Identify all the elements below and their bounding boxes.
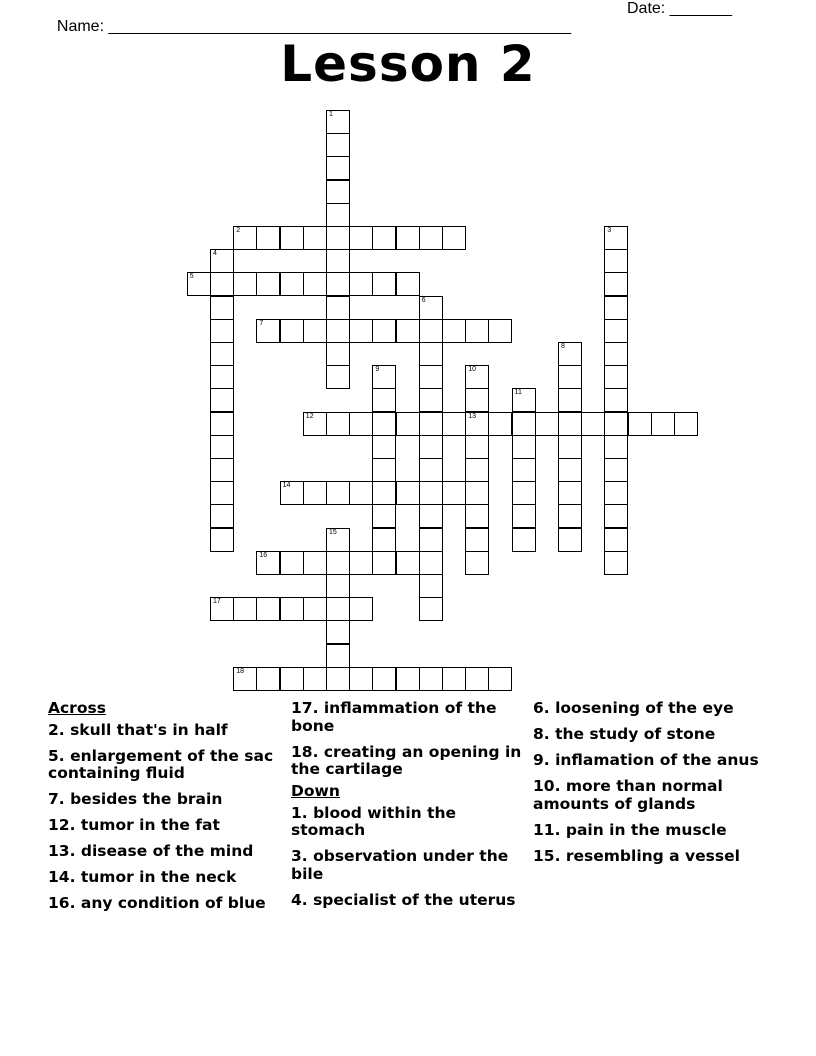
grid-cell[interactable] (396, 551, 420, 575)
grid-cell[interactable] (396, 272, 420, 296)
down-clue (533, 822, 763, 840)
grid-cell[interactable] (651, 412, 675, 436)
clue-number: 18 (236, 667, 244, 675)
grid-cell[interactable] (465, 365, 489, 389)
grid-cell[interactable] (604, 365, 628, 389)
grid-cell[interactable] (210, 296, 234, 320)
page-title: Lesson 2 (280, 35, 536, 93)
grid-cell[interactable] (604, 551, 628, 575)
across-clue (48, 817, 278, 835)
across-clue (48, 843, 278, 861)
clue-number-label: 7. (48, 790, 65, 808)
grid-cell[interactable] (280, 226, 304, 250)
clue-number-label: 9. (533, 751, 550, 769)
clue-number: 15 (329, 528, 337, 536)
grid-cell[interactable] (256, 597, 280, 621)
grid-cell[interactable] (558, 412, 582, 436)
grid-cell[interactable] (233, 272, 257, 296)
grid-cell[interactable] (558, 504, 582, 528)
name-label: Name: ____________________________________________________ (56, 18, 572, 35)
clue-number-label: 6. (533, 699, 550, 717)
grid-cell[interactable] (419, 435, 443, 459)
across-clue (48, 791, 278, 809)
grid-cell[interactable] (512, 435, 536, 459)
grid-cell[interactable] (326, 180, 350, 204)
clues-column-3 (533, 700, 763, 874)
clue-number-label: 8. (533, 725, 550, 743)
clue-number-label: 12. (48, 816, 76, 834)
grid-cell[interactable] (326, 133, 350, 157)
clue-text: pain in the muscle (560, 820, 727, 839)
grid-cell[interactable] (604, 435, 628, 459)
grid-cell[interactable] (465, 388, 489, 412)
across-clue (48, 722, 278, 740)
clue-text: tumor in the fat (75, 816, 220, 834)
grid-cell[interactable] (210, 481, 234, 505)
clue-number-label: 1. (291, 803, 308, 822)
grid-cell[interactable] (187, 272, 211, 296)
grid-cell[interactable] (396, 667, 420, 691)
grid-cell[interactable] (210, 319, 234, 343)
grid-cell[interactable] (326, 203, 350, 227)
grid-cell[interactable] (349, 481, 373, 505)
grid-cell[interactable] (326, 528, 350, 552)
grid-cell[interactable] (488, 319, 512, 343)
clue-number: 1 (329, 111, 333, 118)
grid-cell[interactable] (349, 272, 373, 296)
grid-cell[interactable] (372, 365, 396, 389)
grid-cell[interactable] (280, 597, 304, 621)
grid-cell[interactable] (372, 481, 396, 505)
across-clue (48, 748, 278, 783)
grid-cell[interactable] (233, 597, 257, 621)
grid-cell[interactable] (326, 597, 350, 621)
clue-number-label: 11. (533, 820, 561, 839)
grid-cell[interactable] (419, 551, 443, 575)
clue-text: inflamation of the anus (549, 751, 759, 769)
grid-cell[interactable] (512, 458, 536, 482)
grid-cell[interactable] (256, 319, 280, 343)
grid-cell[interactable] (303, 226, 327, 250)
across-clue (291, 744, 526, 779)
clue-number-label: 2. (48, 720, 65, 739)
grid-cell[interactable] (465, 319, 489, 343)
grid-cell[interactable] (604, 504, 628, 528)
clue-text: inflammation of the bone (291, 699, 497, 735)
clue-number-label: 18. (291, 742, 319, 761)
grid-cell[interactable] (558, 528, 582, 552)
grid-cell[interactable] (396, 412, 420, 436)
grid-cell[interactable] (419, 504, 443, 528)
grid-cell[interactable] (465, 551, 489, 575)
clue-text: creating an opening in the cartilage (291, 742, 522, 778)
grid-cell[interactable] (419, 388, 443, 412)
grid-cell[interactable] (303, 412, 327, 436)
grid-cell[interactable] (604, 388, 628, 412)
grid-cell[interactable] (372, 435, 396, 459)
grid-cell[interactable] (674, 412, 698, 436)
grid-cell[interactable] (581, 412, 605, 436)
grid-cell[interactable] (604, 272, 628, 296)
grid-cell[interactable] (465, 528, 489, 552)
clue-number-label: 17. (291, 699, 319, 717)
clue-number: 10 (468, 366, 476, 374)
grid-cell[interactable] (280, 319, 304, 343)
clues-column-2 (291, 700, 526, 918)
clue-text: any condition of blue (75, 894, 266, 912)
grid-cell[interactable] (558, 342, 582, 366)
grid-cell[interactable] (326, 667, 350, 691)
clue-number: 5 (189, 273, 194, 281)
date-label: Date: _______ (627, 0, 732, 17)
grid-cell[interactable] (233, 667, 257, 691)
clue-number: 6 (421, 296, 426, 304)
grid-cell[interactable] (326, 551, 350, 575)
grid-cell[interactable] (280, 551, 304, 575)
across-clue (48, 895, 278, 913)
clue-number-label: 14. (48, 868, 76, 886)
grid-cell[interactable] (442, 319, 466, 343)
clue-number: 17 (213, 598, 221, 606)
grid-cell[interactable] (372, 272, 396, 296)
clue-number-label: 16. (48, 894, 76, 912)
grid-cell[interactable] (419, 226, 443, 250)
grid-cell[interactable] (372, 226, 396, 250)
grid-cell[interactable] (535, 412, 559, 436)
grid-cell[interactable] (326, 272, 350, 296)
grid-cell[interactable] (210, 504, 234, 528)
grid-cell[interactable] (419, 365, 443, 389)
clue-text: loosening of the eye (549, 699, 734, 717)
grid-cell[interactable] (465, 412, 489, 436)
grid-cell[interactable] (512, 504, 536, 528)
grid-cell[interactable] (326, 319, 350, 343)
grid-cell[interactable] (512, 481, 536, 505)
grid-cell[interactable] (372, 504, 396, 528)
grid-cell[interactable] (326, 574, 350, 598)
grid-cell[interactable] (604, 296, 628, 320)
grid-cell[interactable] (372, 528, 396, 552)
grid-cell[interactable] (256, 226, 280, 250)
grid-cell[interactable] (372, 458, 396, 482)
down-clue (533, 726, 763, 744)
grid-cell[interactable] (604, 481, 628, 505)
grid-cell[interactable] (233, 226, 257, 250)
grid-cell[interactable] (280, 667, 304, 691)
clue-number: 3 (607, 227, 612, 234)
grid-cell[interactable] (256, 272, 280, 296)
grid-cell[interactable] (326, 249, 350, 273)
clue-number-label: 13. (48, 842, 76, 860)
grid-cell[interactable] (303, 319, 327, 343)
clue-number: 2 (236, 227, 241, 234)
grid-cell[interactable] (349, 412, 373, 436)
grid-cell[interactable] (442, 667, 466, 691)
grid-cell[interactable] (210, 365, 234, 389)
grid-cell[interactable] (303, 597, 327, 621)
grid-cell[interactable] (558, 365, 582, 389)
down-clue (291, 848, 526, 883)
grid-cell[interactable] (419, 319, 443, 343)
grid-cell[interactable] (465, 435, 489, 459)
grid-cell[interactable] (303, 667, 327, 691)
grid-cell[interactable] (604, 226, 628, 250)
clue-number-label: 4. (291, 890, 308, 909)
grid-cell[interactable] (396, 481, 420, 505)
clue-number: 4 (213, 250, 217, 258)
clue-text: more than normal amounts of glands (533, 777, 723, 813)
grid-cell[interactable] (419, 458, 443, 482)
grid-cell[interactable] (419, 342, 443, 366)
grid-cell[interactable] (419, 574, 443, 598)
grid-cell[interactable] (558, 435, 582, 459)
grid-cell[interactable] (349, 551, 373, 575)
grid-cell[interactable] (326, 342, 350, 366)
grid-cell[interactable] (210, 388, 234, 412)
clue-number-label: 3. (291, 847, 308, 865)
clues-column-1 (48, 700, 278, 921)
grid-cell[interactable] (442, 226, 466, 250)
across-clue-list-continued (291, 700, 526, 779)
down-clue (533, 752, 763, 770)
grid-cell[interactable] (628, 412, 652, 436)
grid-cell[interactable] (210, 342, 234, 366)
clue-text: enlargement of the sac containing fluid (48, 746, 274, 782)
grid-cell[interactable] (326, 644, 350, 668)
clue-text: tumor in the neck (75, 868, 237, 886)
clue-number: 13 (468, 412, 476, 420)
clue-number-label: 10. (533, 777, 561, 795)
grid-cell[interactable] (210, 272, 234, 296)
grid-cell[interactable] (558, 481, 582, 505)
grid-cell[interactable] (512, 388, 536, 412)
grid-cell[interactable] (372, 667, 396, 691)
grid-cell[interactable] (256, 551, 280, 575)
down-clue (291, 805, 526, 840)
grid-cell[interactable] (210, 435, 234, 459)
grid-cell[interactable] (488, 667, 512, 691)
grid-cell[interactable] (604, 319, 628, 343)
down-clue (533, 778, 763, 813)
grid-cell[interactable] (210, 528, 234, 552)
grid-cell[interactable] (419, 412, 443, 436)
grid-cell[interactable] (604, 342, 628, 366)
clue-number-label: 5. (48, 746, 65, 765)
across-clue (48, 869, 278, 887)
grid-cell[interactable] (558, 458, 582, 482)
grid-cell[interactable] (326, 226, 350, 250)
clue-text: besides the brain (64, 790, 223, 808)
grid-cell[interactable] (604, 458, 628, 482)
grid-cell[interactable] (256, 667, 280, 691)
grid-cell[interactable] (210, 458, 234, 482)
down-clue (291, 892, 526, 910)
grid-cell[interactable] (419, 296, 443, 320)
grid-cell[interactable] (442, 412, 466, 436)
grid-cell[interactable] (604, 249, 628, 273)
across-heading: Across (48, 699, 106, 717)
grid-cell[interactable] (303, 481, 327, 505)
grid-cell[interactable] (210, 597, 234, 621)
grid-cell[interactable] (349, 319, 373, 343)
grid-cell[interactable] (303, 551, 327, 575)
clue-text: blood within the stomach (291, 803, 457, 839)
across-clue (291, 700, 526, 735)
grid-cell[interactable] (303, 272, 327, 296)
grid-cell[interactable] (488, 412, 512, 436)
down-clue (533, 700, 763, 718)
clue-number-label: 15. (533, 846, 561, 865)
grid-cell[interactable] (326, 481, 350, 505)
grid-cell[interactable] (465, 481, 489, 505)
grid-cell[interactable] (326, 156, 350, 180)
clue-text: specialist of the uterus (307, 890, 516, 909)
grid-cell[interactable] (326, 412, 350, 436)
grid-cell[interactable] (326, 365, 350, 389)
clue-text: resembling a vessel (560, 846, 740, 865)
clue-text: skull that's in half (64, 720, 228, 739)
down-clue (533, 848, 763, 866)
grid-cell[interactable] (419, 481, 443, 505)
grid-cell[interactable] (326, 110, 350, 134)
grid-cell[interactable] (465, 504, 489, 528)
clue-number: 11 (514, 389, 522, 397)
grid-cell[interactable] (372, 412, 396, 436)
grid-cell[interactable] (465, 667, 489, 691)
grid-cell[interactable] (604, 528, 628, 552)
grid-cell[interactable] (419, 528, 443, 552)
grid-cell[interactable] (558, 388, 582, 412)
grid-cell[interactable] (372, 551, 396, 575)
grid-cell[interactable] (349, 667, 373, 691)
grid-cell[interactable] (396, 226, 420, 250)
grid-cell[interactable] (372, 388, 396, 412)
down-clue-list (291, 805, 526, 910)
clue-number: 12 (305, 412, 314, 420)
clue-number: 9 (375, 366, 380, 374)
clue-text: disease of the mind (75, 842, 254, 860)
grid-cell[interactable] (419, 667, 443, 691)
grid-cell[interactable] (210, 412, 234, 436)
grid-cell[interactable] (349, 226, 373, 250)
grid-cell[interactable] (465, 458, 489, 482)
grid-cell[interactable] (210, 249, 234, 273)
clue-number: 16 (259, 551, 268, 559)
grid-cell[interactable] (442, 481, 466, 505)
grid-cell[interactable] (349, 597, 373, 621)
grid-cell[interactable] (280, 481, 304, 505)
grid-cell[interactable] (280, 272, 304, 296)
across-clue-list (48, 722, 278, 913)
grid-cell[interactable] (604, 412, 628, 436)
grid-cell[interactable] (512, 412, 536, 436)
clue-text: the study of stone (549, 725, 716, 743)
grid-cell[interactable] (372, 319, 396, 343)
grid-cell[interactable] (326, 620, 350, 644)
clue-text: observation under the bile (291, 847, 509, 883)
clue-number: 14 (282, 482, 291, 490)
down-clue-list-continued (533, 700, 763, 865)
down-heading: Down (291, 782, 340, 800)
clue-number: 7 (259, 319, 264, 327)
clue-number: 8 (561, 343, 565, 350)
grid-cell[interactable] (396, 319, 420, 343)
grid-cell[interactable] (512, 528, 536, 552)
grid-cell[interactable] (326, 296, 350, 320)
grid-cell[interactable] (419, 597, 443, 621)
